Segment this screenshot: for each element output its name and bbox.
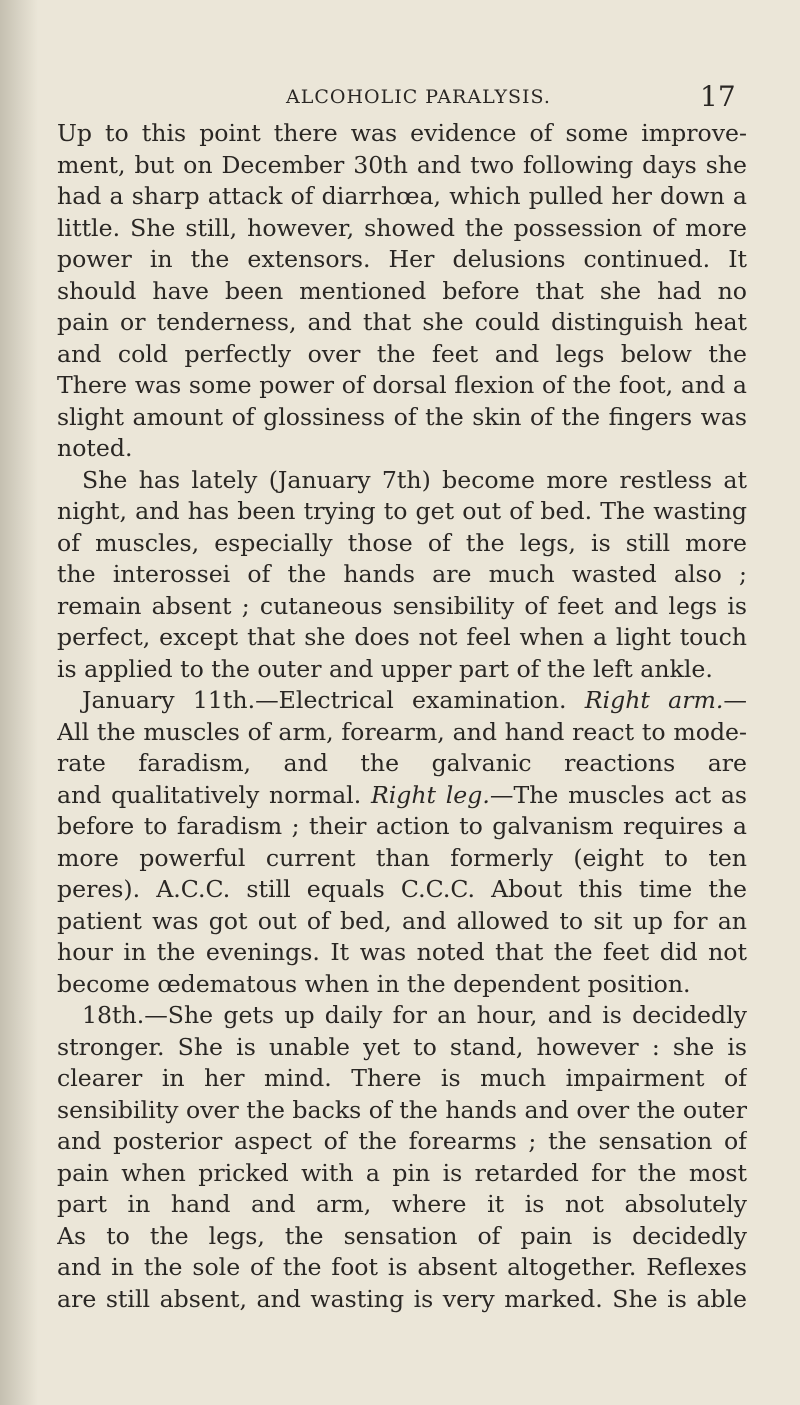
page-header — [0, 80, 800, 118]
text-line: of muscles, especially those of the legs, is still more — [57, 528, 747, 557]
italic-right-leg: Right leg. — [370, 780, 490, 809]
text-line: Up to this point there was evidence of some improve- — [57, 119, 747, 147]
text-line: power in the extensors. Her delusions continued. It — [57, 245, 747, 273]
text-line: patient was got out of bed, and allowed to sit up for an — [57, 906, 747, 935]
text-line: rate faradism, and the galvanic reactions are — [57, 749, 747, 777]
body-text — [57, 118, 747, 1315]
text-line: sensibility over the backs of the hands and over the outer — [57, 1095, 747, 1124]
text-line: All the muscles of arm, forearm, and hand react to mode- — [57, 717, 747, 746]
text-line: more powerful current than formerly (eight to ten — [57, 843, 747, 872]
text-line: little. She still, however, showed the possession of more — [57, 213, 747, 242]
text-line: remain absent ; cutaneous sensibility of feet and legs is — [57, 591, 747, 620]
text-line: and cold perfectly over the feet and legs below the — [57, 339, 747, 368]
page-number: 17 — [700, 80, 736, 113]
text-line: the interossei of the hands are much wasted also ; — [57, 560, 747, 588]
text-line: part in hand and arm, where it is not absolutely — [57, 1190, 747, 1218]
text-line: should have been mentioned before that she had no — [57, 276, 747, 305]
text-line: night, and has been trying to get out of bed. The wasting — [57, 497, 747, 525]
text-line-with-italic: January 11th.—Electrical examination. Right arm.— — [82, 686, 747, 714]
text-line: is applied to the outer and upper part of the left ankle. — [57, 654, 713, 683]
text-line: and posterior aspect of the forearms ; the sensation of — [57, 1127, 747, 1155]
text-line: before to faradism ; their action to galvanism requires a — [57, 812, 747, 840]
text-line: noted. — [57, 434, 133, 462]
text-line: pain when pricked with a pin is retarded for the most — [57, 1158, 747, 1187]
text-line: ment, but on December 30th and two following days she — [57, 150, 747, 179]
text-line: perfect, except that she does not feel when a light touch — [57, 623, 747, 651]
italic-right-arm: Right arm. — [584, 686, 724, 714]
text-line: As to the legs, the sensation of pain is decidedly — [57, 1221, 747, 1250]
text-line: and in the sole of the foot is absent altogether. Reflexes — [57, 1253, 747, 1281]
text-line: are still absent, and wasting is very marked. She is able — [57, 1284, 747, 1313]
page-edge-shadow — [0, 0, 38, 1405]
text-line: hour in the evenings. It was noted that the feet did not — [57, 938, 747, 966]
text-line: become œdematous when in the dependent position. — [57, 969, 691, 998]
text-line: She has lately (January 7th) become more restless at — [82, 465, 747, 494]
text-line: slight amount of glossiness of the skin of the fingers was — [57, 402, 747, 431]
text-line: There was some power of dorsal flexion of the foot, and a — [57, 371, 747, 399]
text-line: stronger. She is unable yet to stand, however : she is — [57, 1032, 747, 1061]
running-title: ALCOHOLIC PARALYSIS. — [286, 86, 551, 108]
text-line: peres). A.C.C. still equals C.C.C. About this time the — [57, 875, 747, 903]
text-line: had a sharp attack of diarrhœa, which pulled her down a — [57, 182, 747, 210]
text-line-with-italic: and qualitatively normal. Right leg.—The muscles act as — [57, 780, 747, 809]
text-line: clearer in her mind. There is much impairment of — [57, 1064, 747, 1092]
text-line: pain or tenderness, and that she could distinguish heat — [57, 308, 747, 336]
text-line: 18th.—She gets up daily for an hour, and is decidedly — [82, 1001, 747, 1029]
